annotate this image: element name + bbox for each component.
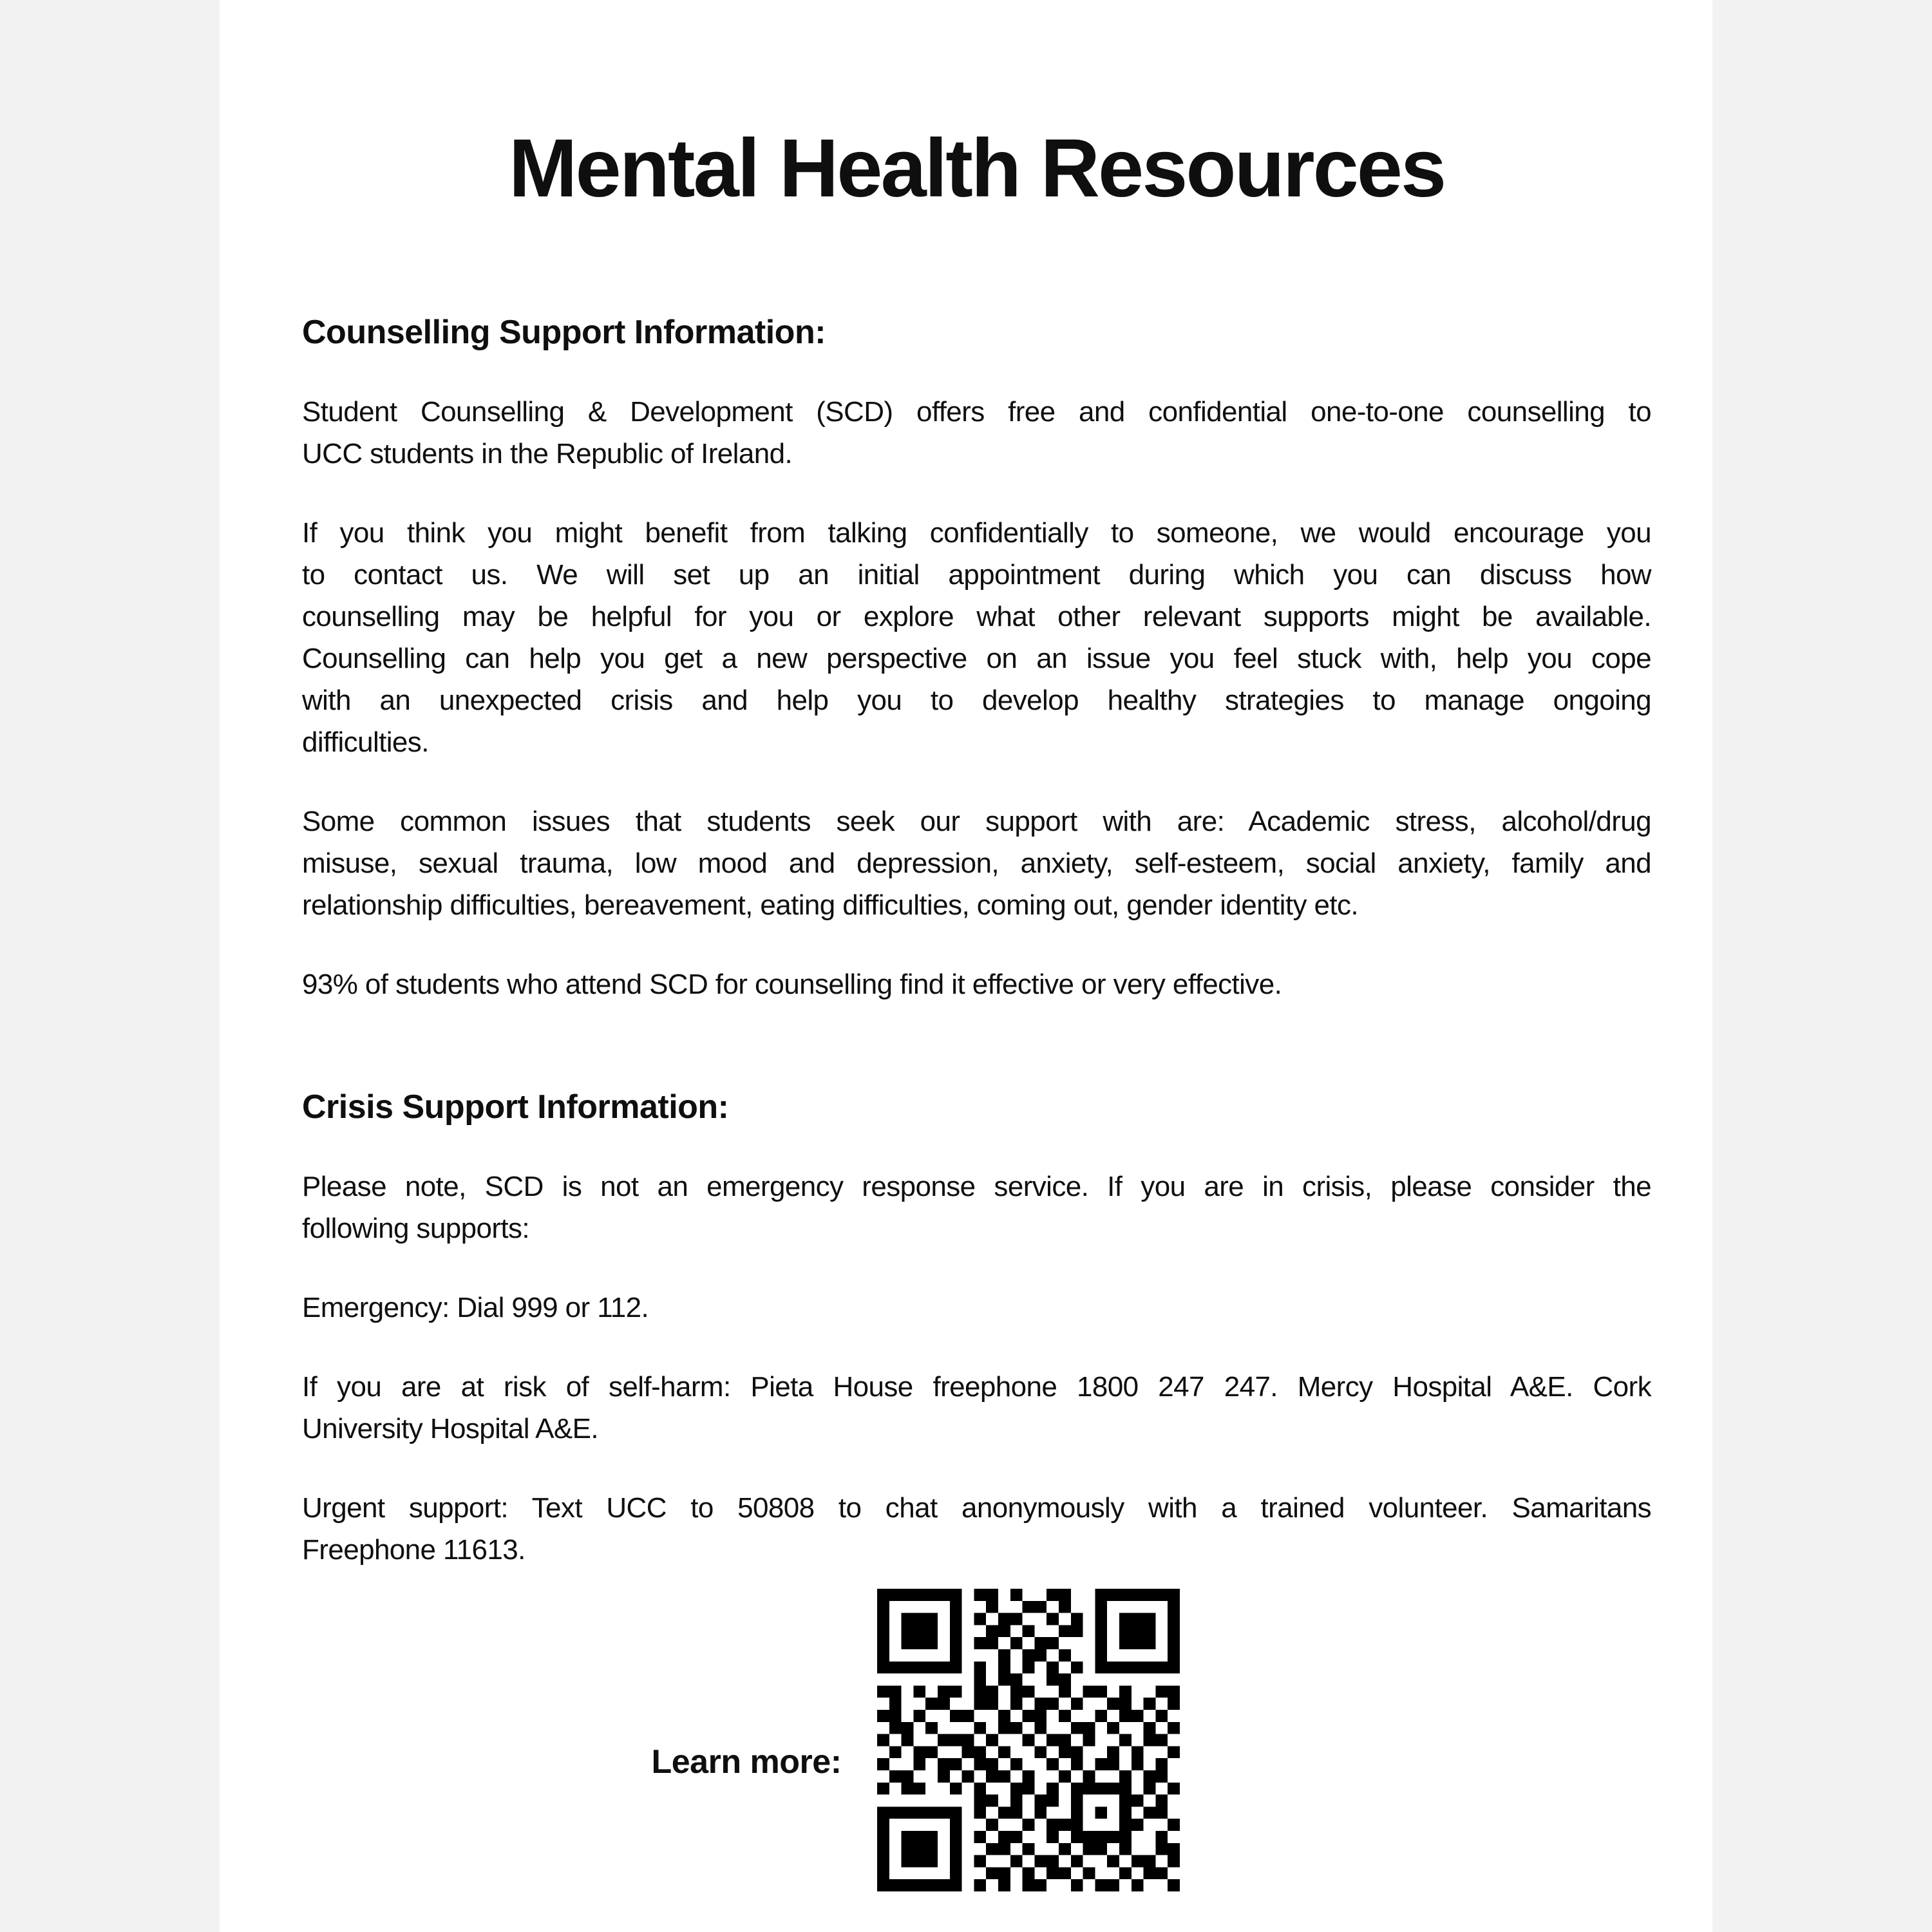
text-line: Urgent support: Text UCC to 50808 to chat anonymously with a trained volunteer. Samaritans	[302, 1492, 1651, 1524]
text-line: Emergency: Dial 999 or 112.	[302, 1292, 649, 1323]
text-line: with an unexpected crisis and help you to develop healthy strategies to manage ongoing	[302, 685, 1651, 716]
learn-more-row	[241, 1589, 1590, 1891]
text-line: If you are at risk of self-harm: Pieta House freephone 1800 247 247. Mercy Hospital A&E. Cork	[302, 1371, 1651, 1403]
text-line: Student Counselling & Development (SCD) offers free and confidential one-to-one counselling to	[302, 396, 1651, 428]
text-line: Freephone 11613.	[302, 1534, 526, 1566]
section-heading-crisis: Crisis Support Information:	[302, 1088, 729, 1126]
paragraph-scd-intro	[302, 391, 1651, 475]
paragraph-self-harm-support	[302, 1366, 1651, 1450]
paragraph-emergency-numbers	[302, 1287, 1651, 1329]
text-line: misuse, sexual trauma, low mood and depression, anxiety, self-esteem, social anxiety, family and	[302, 848, 1651, 879]
document-title: Mental Health Resources	[508, 122, 1445, 214]
text-line: Counselling can help you get a new perspective on an issue you feel stuck with, help you cope	[302, 643, 1651, 674]
qr-code-image	[877, 1589, 1180, 1891]
text-line: If you think you might benefit from talking confidentially to someone, we would encourage you	[302, 517, 1651, 549]
paragraph-common-issues	[302, 800, 1651, 926]
text-line: Please note, SCD is not an emergency response service. If you are in crisis, please consider the	[302, 1171, 1651, 1202]
paragraph-effectiveness-stat	[302, 963, 1651, 1005]
text-line: difficulties.	[302, 726, 429, 758]
text-line: relationship difficulties, bereavement, eating difficulties, coming out, gender identity etc.	[302, 889, 1358, 921]
text-line: UCC students in the Republic of Ireland.	[302, 438, 793, 469]
text-line: to contact us. We will set up an initial appointment during which you can discuss how	[302, 559, 1651, 591]
section-heading-counselling: Counselling Support Information:	[302, 314, 826, 351]
text-line: counselling may be helpful for you or explore what other relevant supports might be available.	[302, 601, 1651, 632]
document-page	[220, 0, 1712, 1932]
paragraph-benefit	[302, 512, 1651, 763]
text-line: University Hospital A&E.	[302, 1413, 598, 1444]
text-line: Some common issues that students seek our support with are: Academic stress, alcohol/drug	[302, 806, 1651, 837]
paragraph-urgent-support	[302, 1487, 1651, 1571]
text-line: 93% of students who attend SCD for counselling find it effective or very effective.	[302, 969, 1282, 1000]
learn-more-label: Learn more:	[651, 1743, 842, 1781]
paragraph-not-emergency	[302, 1166, 1651, 1249]
text-line: following supports:	[302, 1213, 530, 1244]
